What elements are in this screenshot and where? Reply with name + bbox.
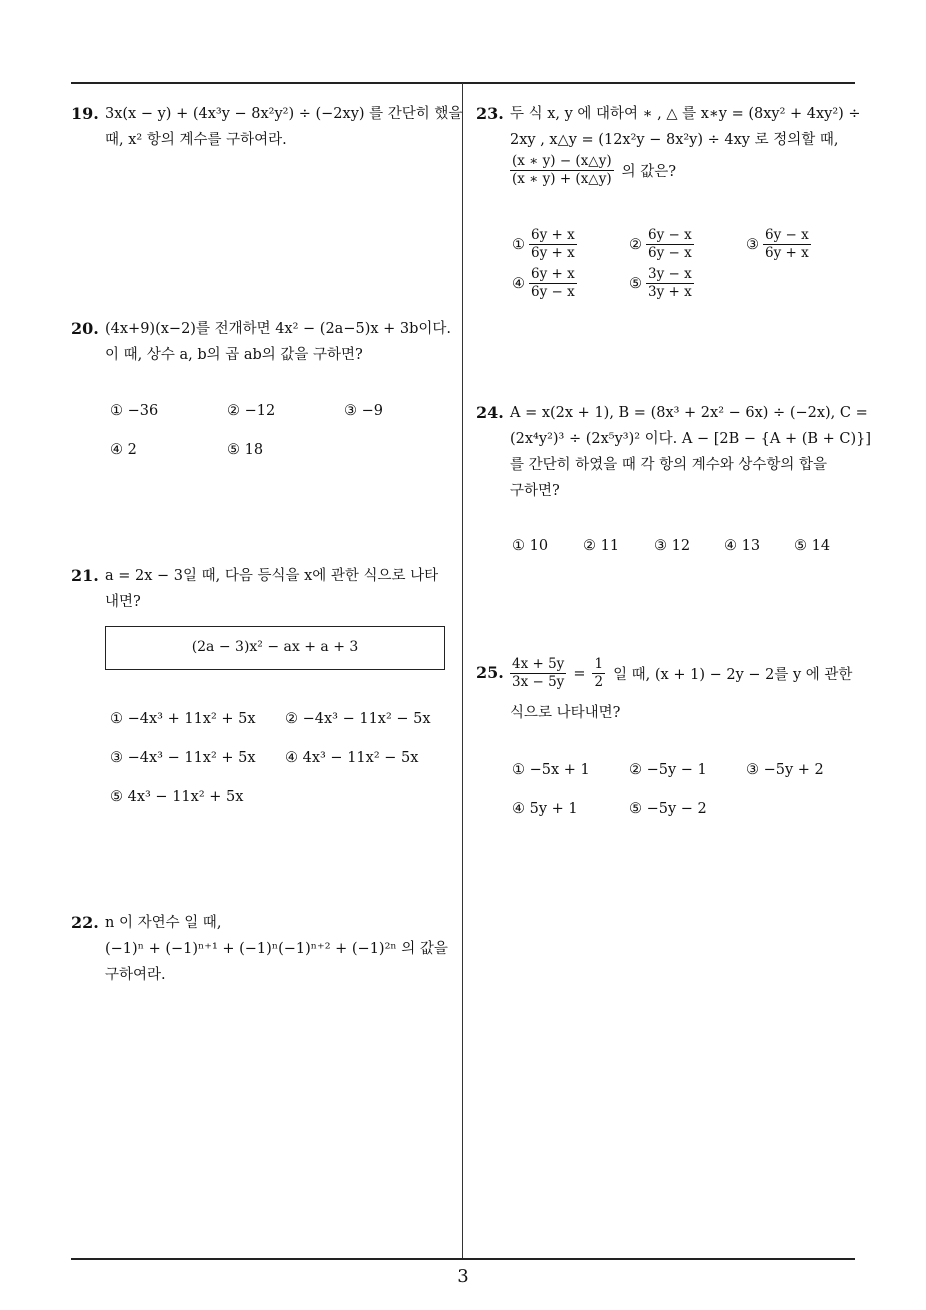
question-text-line: 를 간단히 하였을 때 각 항의 계수와 상수항의 합을 <box>510 457 828 473</box>
question-number: 21. <box>71 566 99 585</box>
option-mark: ⑤ <box>629 275 642 292</box>
question-text-line: 식으로 나타내면? <box>510 705 621 721</box>
answer-option[interactable]: ④ 13 <box>724 538 761 554</box>
equation-text: (2a − 3)x² − ax + a + 3 <box>191 639 359 655</box>
question-text-line: 구하여라. <box>105 967 166 983</box>
answer-option[interactable] <box>629 227 698 262</box>
answer-option[interactable]: ③ 12 <box>654 538 691 554</box>
column-divider <box>462 83 463 1259</box>
answer-option[interactable]: ① −5x + 1 <box>512 762 590 778</box>
question-text-line: (−1)ⁿ + (−1)ⁿ⁺¹ + (−1)ⁿ(−1)ⁿ⁺² + (−1)²ⁿ 의 값을 <box>105 941 448 957</box>
question-text-line: 때, x² 항의 계수를 구하여라. <box>105 132 287 148</box>
answer-option[interactable]: ② −5y − 1 <box>629 762 707 778</box>
answer-option[interactable]: ⑤ 14 <box>794 538 831 554</box>
question-text-tail: 의 값은? <box>621 164 676 180</box>
question-text-line: A = x(2x + 1), B = (8x³ + 2x² − 6x) ÷ (−2x), C = <box>510 405 868 421</box>
answer-option[interactable]: ⑤ 18 <box>227 442 264 458</box>
question-number: 25. <box>476 663 504 682</box>
fraction-denominator: 6y − x <box>648 245 692 261</box>
answer-option[interactable] <box>512 227 581 262</box>
answer-option[interactable]: ④ 2 <box>110 442 137 458</box>
bottom-rule <box>71 1258 855 1260</box>
fraction-numerator: 3y − x <box>648 266 692 282</box>
fraction-denominator: 3y + x <box>648 284 692 300</box>
question-fraction-line <box>506 153 676 188</box>
question-number: 22. <box>71 913 99 932</box>
fraction-numerator: 6y − x <box>648 227 692 243</box>
question-text-line: n 이 자연수 일 때, <box>105 915 222 931</box>
question-number: 20. <box>71 319 99 338</box>
page-number: 3 <box>457 1266 469 1287</box>
question-number: 23. <box>476 104 504 123</box>
answer-option[interactable] <box>629 266 698 301</box>
answer-option[interactable]: ③ −4x³ − 11x² + 5x <box>110 750 256 766</box>
answer-option[interactable]: ① 10 <box>512 538 549 554</box>
answer-option[interactable]: ② −4x³ − 11x² − 5x <box>285 711 431 727</box>
answer-option[interactable]: ③ −5y + 2 <box>746 762 824 778</box>
question-fraction-line <box>506 656 852 691</box>
answer-option[interactable]: ④ 4x³ − 11x² − 5x <box>285 750 419 766</box>
fraction <box>510 153 614 188</box>
fraction-denominator: 6y + x <box>531 245 575 261</box>
question-number: 24. <box>476 403 504 422</box>
question-text-line: (2x⁴y²)³ ÷ (2x⁵y³)² 이다. A − [2B − {A + (B + C)}] <box>510 431 872 447</box>
top-rule <box>71 82 855 84</box>
answer-option[interactable]: ④ 5y + 1 <box>512 801 578 817</box>
fraction-denominator: 6y + x <box>765 245 809 261</box>
option-mark: ③ <box>746 236 759 253</box>
fraction-numerator: 6y + x <box>531 266 575 282</box>
question-text-line: 3x(x − y) + (4x³y − 8x²y²) ÷ (−2xy) 를 간단히 했을 <box>105 106 463 122</box>
question-text-tail: 일 때, (x + 1) − 2y − 2를 y 에 관한 <box>613 667 853 683</box>
fraction <box>510 656 566 691</box>
fraction-numerator: 1 <box>594 656 604 672</box>
fraction <box>592 656 605 691</box>
fraction-numerator: 6y + x <box>531 227 575 243</box>
question-text-line: (4x+9)(x−2)를 전개하면 4x² − (2a−5)x + 3b이다. <box>105 321 452 337</box>
fraction-denominator: 2 <box>594 674 604 690</box>
fraction-numerator: (x ∗ y) − (x△y) <box>512 153 612 169</box>
option-mark: ① <box>512 236 525 253</box>
fraction <box>529 266 577 301</box>
option-mark: ② <box>629 236 642 253</box>
fraction <box>763 227 811 262</box>
fraction-denominator: 6y − x <box>531 284 575 300</box>
equation-box <box>105 626 445 670</box>
question-text-line: 이 때, 상수 a, b의 곱 ab의 값을 구하면? <box>105 347 363 363</box>
equals-sign: = <box>573 665 586 682</box>
answer-option[interactable]: ① −4x³ + 11x² + 5x <box>110 711 256 727</box>
fraction-denominator: 3x − 5y <box>512 674 565 690</box>
question-text-line: 구하면? <box>510 483 560 499</box>
answer-option[interactable]: ① −36 <box>110 403 159 419</box>
answer-option[interactable]: ② −12 <box>227 403 276 419</box>
fraction-numerator: 6y − x <box>765 227 809 243</box>
answer-option[interactable]: ③ −9 <box>344 403 383 419</box>
answer-option[interactable]: ② 11 <box>583 538 620 554</box>
fraction <box>646 227 694 262</box>
question-number: 19. <box>71 104 99 123</box>
question-text-line: 2xy , x△y = (12x²y − 8x²y) ÷ 4xy 로 정의할 때, <box>510 132 839 148</box>
answer-option[interactable]: ⑤ 4x³ − 11x² + 5x <box>110 789 244 805</box>
answer-option[interactable] <box>512 266 581 301</box>
fraction <box>529 227 577 262</box>
question-text-line: 내면? <box>105 594 141 610</box>
fraction-numerator: 4x + 5y <box>512 656 565 672</box>
answer-option[interactable]: ⑤ −5y − 2 <box>629 801 707 817</box>
answer-option[interactable] <box>746 227 815 262</box>
fraction <box>646 266 694 301</box>
option-mark: ④ <box>512 275 525 292</box>
question-text-line: a = 2x − 3일 때, 다음 등식을 x에 관한 식으로 나타 <box>105 568 439 584</box>
question-text-line: 두 식 x, y 에 대하여 ∗ , △ 를 x∗y = (8xy² + 4xy²) ÷ <box>510 106 861 122</box>
fraction-denominator: (x ∗ y) + (x△y) <box>512 171 612 187</box>
